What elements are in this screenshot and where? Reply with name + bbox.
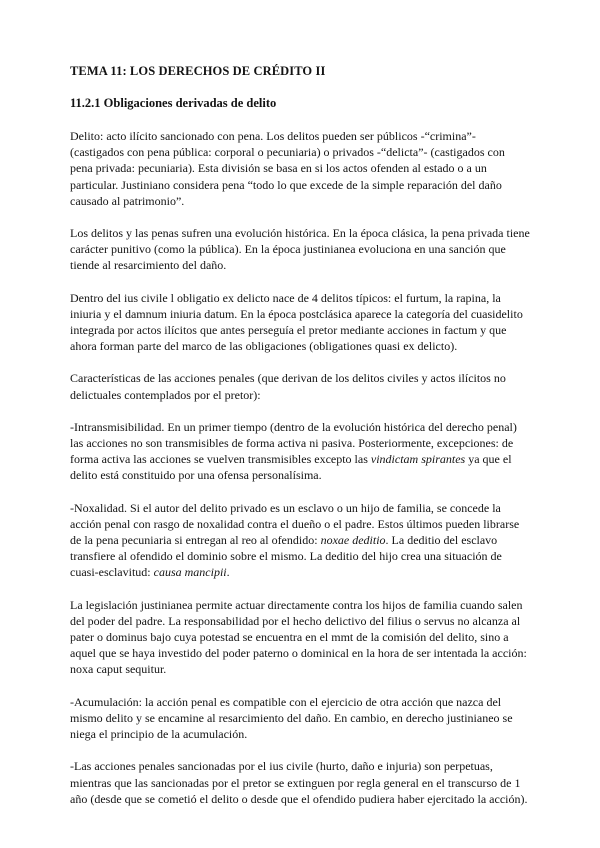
paragraph bbox=[70, 694, 530, 743]
text-run: vindictam spirantes bbox=[370, 452, 466, 467]
text-run: . bbox=[226, 565, 230, 580]
text-run: -Acumulación: la acción penal es compatible con el ejercicio de otra acción que nazca del mismo delito y se encamine al resarcimiento del daño. En cambio, en derecho justinianeo se niega el principio de la acumulación. bbox=[70, 694, 513, 742]
paragraph bbox=[70, 419, 530, 484]
page-title: TEMA 11: LOS DERECHOS DE CRÉDITO II bbox=[70, 64, 326, 78]
text-run: La legislación justinianea permite actuar directamente contra los hijos de familia cuando salen del poder del padre. La responsabilidad por el hecho delictivo del filius o servus no alcanza al pater o dominus bajo cuya potestad se encuentra en el mmt de la comisión del delito, sino a aquel que se haya investido del poder paterno o dominical en la hora de ser intentada la acción: noxa caput sequitur. bbox=[70, 597, 527, 677]
paragraph bbox=[70, 370, 530, 402]
section-heading: 11.2.1 Obligaciones derivadas de delito bbox=[70, 96, 277, 110]
text-run: Características de las acciones penales (que derivan de los delitos civiles y actos ilícitos no delictuales contemplados por el pretor): bbox=[70, 371, 506, 402]
text-run: Los delitos y las penas sufren una evolución histórica. En la época clásica, la pena privada tiene carácter punitivo (como la pública). En la época justinianea evoluciona en una sanción que tiende al resarcimiento del daño. bbox=[70, 226, 530, 273]
paragraph bbox=[70, 597, 530, 678]
paragraph bbox=[70, 225, 530, 274]
paragraph bbox=[70, 128, 530, 209]
text-run: noxae deditio bbox=[320, 533, 386, 548]
text-run: . La deditio del esclavo transfiere al ofendido el dominio sobre el mismo. La deditio del hijo crea una situación de cuasi-esclavitud: bbox=[70, 533, 502, 580]
text-run: -Intransmisibilidad. En un primer tiempo (dentro de la evolución histórica del derecho penal) las acciones no son transmisibles de forma activa ni pasiva. Posteriormente, excepciones: de forma activa las acciones se vuelven transmisibles excepto las bbox=[70, 419, 517, 467]
paragraph bbox=[70, 500, 530, 581]
text-run: -Noxalidad. Si el autor del delito privado es un esclavo o un hijo de familia, se concede la acción penal con rasgo de noxalidad contra el dueño o el padre. Estos últimos pueden librarse de la pena pecuniaria si entregan al reo al ofendido: bbox=[70, 500, 520, 548]
paragraph bbox=[70, 290, 530, 355]
text-run: Dentro del ius civile l obligatio ex delicto nace de 4 delitos típicos: el furtum, la rapina, la iniuria y el damnum iniuria datum. En la época postclásica aparece la categoría del cuasidelito integrada por actos ilícitos que antes perseguía el pretor mediante acciones in factum y que ahora forman parte del marco de las obligaciones (obligationes quasi ex delicto). bbox=[70, 290, 523, 354]
text-run: causa mancipii bbox=[153, 565, 227, 580]
document-body bbox=[70, 128, 530, 807]
text-run: Delito: acto ilícito sancionado con pena. Los delitos pueden ser públicos -“crimina”- (castigados con pena pública: corporal o pecuniaria) o privados -“delicta”- (castigados con pena privada: pecuniaria). Esta división se basa en si los actos ofenden al estado o a un particular. Justiniano considera pena “todo lo que excede de la simple reparación del daño causado al patrimonio”. bbox=[70, 129, 505, 208]
text-run: -Las acciones penales sancionadas por el ius civile (hurto, daño e injuria) son perpetuas, mientras que las sancionadas por el pretor se extinguen por regla general en el transcurso de 1 año (desde que se cometió el delito o desde que el ofendido pudiera haber ejercitado la acción). bbox=[70, 759, 528, 806]
text-run: ya que el delito está constituido por una ofensa personalísima. bbox=[70, 452, 512, 483]
paragraph bbox=[70, 758, 530, 807]
